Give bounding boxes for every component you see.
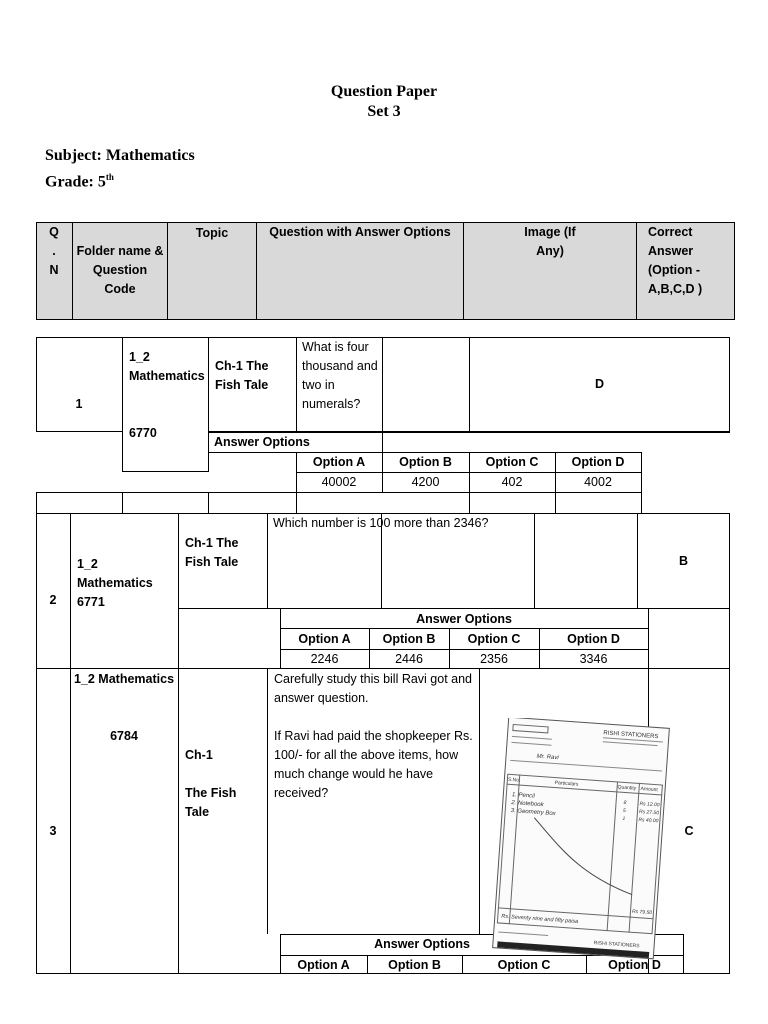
bill-customer: Mr. Ravi [536,753,559,762]
bill-col-particulars: Particulars [554,780,579,788]
q3-answer-options-label: Answer Options [374,937,470,951]
header-divider [463,222,464,320]
q1-option-c-label: Option C [485,455,539,469]
q1-number: 1 [75,397,83,411]
bill-meta-line [511,742,551,747]
bill-item-3: 3. Geometry Box [510,808,556,818]
col-header-image: Image (If Any) [524,225,576,258]
q1-border [122,471,209,472]
bill-footer-name: RISHI STATIONERS [593,940,640,950]
q3-border [729,668,730,974]
q2-option-d-value: 3346 [579,652,608,666]
grade-sup: th [105,172,114,182]
q2-option-c-value: 2356 [480,652,508,666]
q3-border [70,668,71,974]
q1-option-a-value: 40002 [321,475,357,489]
col-header-qn-3: N [49,263,59,277]
q2-folder: 1_2 Mathematics 6771 [77,557,153,609]
q3-correct-answer: C [684,824,694,838]
q2-option-b-value: 2446 [395,652,423,666]
q1-question: What is four thousand and two in numerals? [302,340,378,411]
bill-item-1: 1. Pencil [511,792,535,800]
q2-border [267,513,268,609]
bill-paper [492,718,670,959]
q1-border [296,337,297,432]
page-set: Set 3 [367,103,401,120]
bill-shop-name: RISHI STATIONERS [603,730,659,741]
q2-number: 2 [49,593,57,607]
bill-footer-line [498,931,548,935]
bill-total: Rs 79.50 [631,908,653,917]
q2-question: Which number is 100 more than 2346? [273,516,489,530]
col-header-correct: Correct Answer (Option -A,B,C,D ) [648,225,703,296]
q1-border [122,337,123,472]
q2-correct-answer: B [678,554,689,568]
q1-option-a-label: Option A [312,455,366,469]
bill-qty-1: 8 [623,799,627,807]
q3-question-intro: Carefully study this bill Ravi got and answer question. [274,672,473,705]
bill-qty-3: 1 [622,815,626,823]
q2-border [729,513,730,668]
bill-meta-line [512,736,552,741]
q1-top-border [36,337,730,338]
q1-option-b-value: 4200 [411,475,440,489]
q1-border [729,337,730,433]
col-header-question: Question with Answer Options [269,225,451,239]
col-header-qn-1: Q [49,225,59,239]
q2-topic [185,534,257,572]
bill-item-2: 2. Notebook [511,800,544,809]
bill-col-sno: S.No. [507,776,521,784]
col-header-qn-2: . [52,244,56,258]
bill-qty-2: 5 [622,807,626,815]
q2-border [648,608,649,668]
q3-border [178,668,179,974]
q1-border [36,492,642,493]
q1-option-d-value: 4002 [584,475,612,489]
q1-border [122,492,123,514]
q1-option-d-label: Option D [571,455,625,469]
header-divider [636,222,637,320]
subject-line: Subject: Mathematics [45,147,195,164]
q1-answer-options-label: Answer Options [214,435,310,449]
bill-line [510,760,662,772]
page-title: Question Paper [330,83,438,100]
bill-amount-3: Rs 40.00 [638,816,659,825]
q3-border [36,668,37,974]
q2-option-c-label: Option C [467,632,521,646]
bill-col-amount: Amount [640,786,658,794]
header-divider [72,222,73,320]
q3-option-b-label: Option B [388,958,441,972]
q3-question-body: If Ravi had paid the shopkeeper Rs. 100/- for all the above items, how much change would he have received? [274,729,473,800]
q3-option-d-label: Option D [608,958,661,972]
q1-border [36,337,37,432]
header-divider [256,222,257,320]
q1-topic: Ch-1 The Fish Tale [215,359,269,392]
q1-folder: 1_2 Mathematics [129,350,205,383]
q3-border [683,934,684,974]
col-header-folder: Folder name & Question Code [76,244,164,296]
q3-option-a-label: Option A [297,958,350,972]
q3-topic-title: The Fish Tale [185,786,237,819]
col-header-topic: Topic [195,226,229,240]
grade-line [45,167,114,192]
q1-correct-answer: D [594,377,605,391]
q3-option-c-label: Option C [497,958,551,972]
q1-border [36,431,123,432]
bill-strike-line [527,816,642,903]
q2-option-d-label: Option D [567,632,620,646]
q3-border [267,668,268,934]
q1-border [641,452,642,514]
q3-folder: 1_2 Mathematics [73,672,175,686]
q1-border [555,492,556,514]
q3-top-border [36,668,730,669]
q1-border [208,492,209,514]
q1-border [36,492,37,514]
q1-border [296,492,297,514]
q2-option-b-label: Option B [382,632,436,646]
bill-image [492,718,682,960]
bill-col-qty: Quantity [617,784,637,792]
q3-topic-chapter: Ch-1 [185,748,213,762]
q2-border [70,513,71,668]
q3-number: 3 [49,824,57,838]
q1-option-c-value: 402 [501,475,523,489]
q2-option-a-label: Option A [298,632,351,646]
bill-amount-1: Rs 12.00 [639,801,660,809]
grade-text: Grade: 5 [45,173,106,191]
q1-border [469,492,470,514]
q1-border [382,337,383,432]
q1-code: 6770 [129,426,157,440]
bill-stamp-box [512,724,548,733]
q2-border [534,513,535,609]
q2-answer-options-label: Answer Options [416,612,512,626]
q3-code: 6784 [110,729,138,743]
bill-amount-2: Rs 27.50 [638,808,660,817]
bill-words: Rs. Seventy nine and fifty paisa [501,913,579,926]
q1-option-b-label: Option B [399,455,452,469]
q3-border [479,668,480,934]
q2-topic-text: Ch-1 The Fish Tale [185,536,239,569]
q2-option-a-value: 2246 [310,652,339,666]
q2-border [178,513,179,668]
